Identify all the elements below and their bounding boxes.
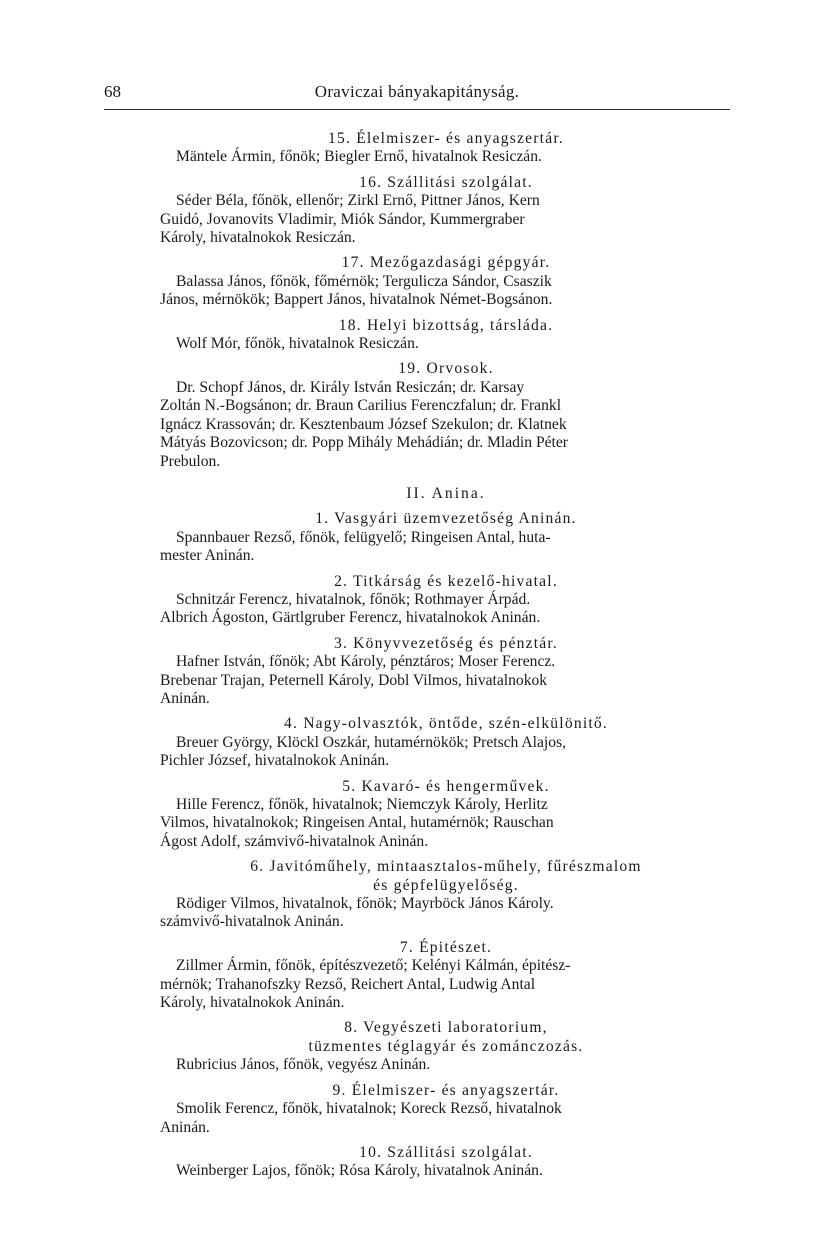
paragraph-line: Pichler József, hivatalnokok Aninán.: [160, 752, 390, 770]
section-paragraph: [162, 734, 730, 771]
paragraph-line: Albrich Ágoston, Gärtlgruber Ferencz, hivatalnokok Aninán.: [160, 609, 541, 627]
paragraph-line: Zoltán N.-Bogsánon; dr. Braun Carilius Ferenczfalun; dr. Frankl: [160, 397, 562, 415]
paragraph-line: Weinberger Lajos, főnök; Rósa Károly, hivatalnok Aninán.: [176, 1162, 543, 1180]
section-paragraph: [162, 796, 730, 851]
section-heading-line: 9. Élelmiszer- és anyagszertár.: [332, 1081, 560, 1099]
section-paragraph: [162, 1162, 730, 1180]
paragraph-line: Rubricius János, főnök, vegyész Aninán.: [176, 1056, 431, 1074]
paragraph-line: Séder Béla, főnök, ellenőr; Zirkl Ernő, Pittner János, Kern: [176, 192, 540, 210]
paragraph-line: Zillmer Ármin, főnök, építészvezető; Kelényi Kálmán, épitész-: [176, 957, 571, 975]
paragraph-line: Guidó, Jovanovits Vladimir, Miók Sándor, Kummergraber: [160, 210, 525, 228]
section-heading-line: 10. Szállitási szolgálat.: [359, 1143, 533, 1161]
section-paragraph: [162, 1100, 730, 1137]
running-title: Oraviczai bányakapitányság.: [314, 82, 520, 101]
paragraph-line: Vilmos, hivatalnokok; Ringeisen Antal, hutamérnök; Rauschan: [160, 814, 554, 832]
section-heading: [162, 254, 730, 272]
paragraph-line: Károly, hivatalnokok Aninán.: [160, 994, 345, 1012]
page-number: 68: [104, 82, 121, 101]
paragraph-line: Schnitzár Ferencz, hivatalnok, főnök; Rothmayer Árpád.: [176, 590, 531, 608]
paragraph-line: Ágost Adolf, számvivő-hivatalnok Aninán.: [160, 832, 429, 850]
section-paragraph: [162, 1056, 730, 1074]
paragraph-line: Smolik Ferencz, főnök, hivatalnok; Koreck Rezső, hivatalnok: [176, 1100, 562, 1118]
section-heading: [162, 174, 730, 192]
page-header: [104, 82, 730, 106]
section-heading: [162, 858, 730, 895]
paragraph-line: János, mérnökök; Bappert János, hivatalnok Német-Bogsánon.: [160, 291, 553, 309]
paragraph-line: Wolf Mór, főnök, hivatalnok Resiczán.: [176, 335, 419, 353]
paragraph-line: mérnök; Trahanofszky Rezső, Reichert Antal, Ludwig Antal: [160, 975, 536, 993]
section-heading: [162, 130, 730, 148]
section-heading-line: 17. Mezőgazdasági gépgyár.: [341, 254, 551, 272]
section-group-resicza: [162, 130, 730, 471]
section-heading: [162, 715, 730, 733]
section-heading-line: tüzmentes téglagyár és zománczozás.: [308, 1037, 584, 1055]
part-heading: II. Anina.: [406, 484, 486, 502]
section-heading-line: 6. Javitóműhely, mintaasztalos-műhely, fűrészmalom: [250, 858, 642, 876]
paragraph-line: számvivő-hivatalnok Aninán.: [160, 913, 344, 931]
section-paragraph: [162, 529, 730, 566]
paragraph-line: Mátyás Bozovicson; dr. Popp Mihály Mehádián; dr. Mladin Péter: [160, 434, 568, 452]
section-heading: [162, 510, 730, 528]
section-heading: [162, 939, 730, 957]
section-paragraph: [162, 895, 730, 932]
paragraph-line: Mäntele Ármin, főnök; Biegler Ernő, hivatalnok Resiczán.: [176, 148, 542, 166]
section-paragraph: [162, 192, 730, 247]
paragraph-line: mester Aninán.: [160, 547, 255, 565]
section-heading-line: 2. Titkárság és kezelő-hivatal.: [334, 572, 558, 590]
section-heading-line: 7. Épitészet.: [399, 938, 493, 956]
section-heading-line: és gépfelügyelőség.: [373, 876, 519, 894]
section-group-anina: [162, 510, 730, 1180]
paragraph-line: Dr. Schopf János, dr. Király István Resiczán; dr. Karsay: [176, 378, 525, 396]
section-heading-line: 18. Helyi bizottság, társláda.: [338, 316, 554, 334]
section-paragraph: [162, 379, 730, 471]
paragraph-line: Aninán.: [160, 689, 210, 707]
section-heading-line: 15. Élelmiszer- és anyagszertár.: [328, 130, 564, 147]
paragraph-line: Balassa János, főnök, főmérnök; Tergulicza Sándor, Csaszik: [176, 272, 552, 290]
paragraph-line: Rödiger Vilmos, hivatalnok, főnök; Mayrböck János Károly.: [176, 895, 554, 913]
section-heading: [162, 360, 730, 378]
paragraph-line: Károly, hivatalnokok Resiczán.: [160, 229, 356, 247]
section-heading: [162, 1082, 730, 1100]
paragraph-line: Ignácz Krassován; dr. Kesztenbaum József Szekulon; dr. Klatnek: [160, 415, 567, 433]
section-heading-line: 3. Könyvvezetőség és pénztár.: [333, 634, 559, 652]
paragraph-line: Prebulon.: [160, 452, 221, 470]
section-heading: [162, 1019, 730, 1056]
section-heading-line: 16. Szállitási szolgálat.: [359, 173, 533, 191]
section-heading: [162, 317, 730, 335]
paragraph-line: Spannbauer Rezső, főnök, felügyelő; Ringeisen Antal, huta-: [176, 528, 551, 546]
section-paragraph: [162, 148, 730, 166]
page-body: [162, 130, 730, 1181]
section-heading-line: 19. Orvosok.: [398, 360, 494, 378]
section-heading: [162, 1144, 730, 1162]
paragraph-line: Hille Ferencz, főnök, hivatalnok; Niemczyk Károly, Herlitz: [176, 796, 548, 813]
section-heading-line: 5. Kavaró- és hengerművek.: [342, 777, 550, 795]
section-paragraph: [162, 335, 730, 353]
paragraph-line: Brebenar Trajan, Peternell Károly, Dobl Vilmos, hivatalnokok: [160, 671, 548, 689]
section-paragraph: [162, 591, 730, 628]
section-heading: [162, 635, 730, 653]
section-heading-line: 1. Vasgyári üzemvezetőség Aninán.: [315, 510, 577, 528]
paragraph-line: Aninán.: [160, 1118, 210, 1136]
section-paragraph: [162, 957, 730, 1012]
paragraph-line: Breuer György, Klöckl Oszkár, hutamérnökök; Pretsch Alajos,: [176, 733, 567, 751]
section-paragraph: [162, 653, 730, 708]
header-rule: [104, 109, 730, 110]
section-heading-line: 8. Vegyészeti laboratorium,: [344, 1019, 548, 1037]
section-paragraph: [162, 273, 730, 310]
section-heading: [162, 778, 730, 796]
section-heading-line: 4. Nagy-olvasztók, öntőde, szén-elkülönitő.: [284, 715, 608, 733]
section-heading: [162, 573, 730, 591]
paragraph-line: Hafner István, főnök; Abt Károly, pénztáros; Moser Ferencz.: [176, 653, 556, 671]
